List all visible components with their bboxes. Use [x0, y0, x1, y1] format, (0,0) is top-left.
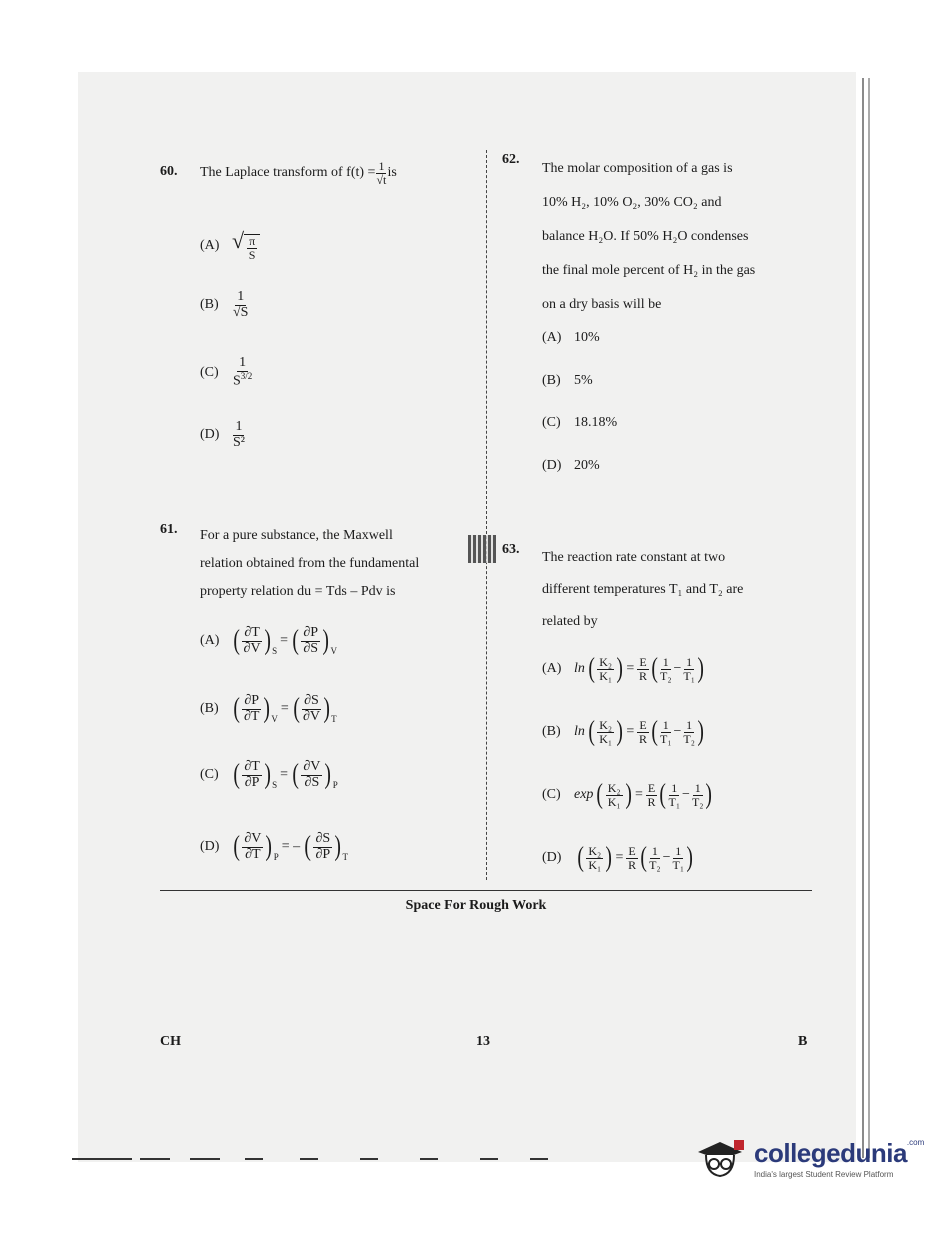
- option-label: (B): [200, 297, 219, 313]
- partial-num: ∂V: [244, 831, 262, 846]
- held-constant: P: [332, 780, 338, 791]
- option-b[interactable]: (B) ( $\frac{\partial P}{\partial T}$ ) $_V$ = ( $\frac{\partial S}{\partial V}$ ) $_T$: [200, 693, 337, 725]
- partial-den: ∂T: [245, 846, 261, 862]
- option-label: (B): [542, 724, 561, 739]
- graduate-mascot-icon: [692, 1130, 748, 1186]
- question-stem-line: The reaction rate constant at two: [542, 550, 726, 565]
- fraction-den: $S^{3/2}$: [233, 370, 253, 389]
- option-b[interactable]: [200, 290, 249, 320]
- qr-code-icon: [468, 535, 496, 563]
- option-label: (D): [542, 458, 562, 473]
- equals-sign: =: [280, 767, 289, 783]
- bottom-rule: [245, 1158, 263, 1160]
- fraction-den: T₁: [683, 668, 695, 683]
- option-label: (B): [200, 701, 219, 717]
- option-text: 18.18%: [574, 415, 618, 430]
- option-label: (B): [542, 373, 561, 388]
- fraction-num: K₂: [607, 780, 621, 795]
- question-stem-line: different temperatures T₁ and T₂ are: [542, 582, 744, 597]
- question-stem-line: relation obtained from the fundamental: [200, 556, 420, 571]
- brand-name: collegedunia: [754, 1137, 907, 1168]
- option-label: (C): [542, 415, 561, 430]
- option-label: (A): [200, 237, 220, 253]
- partial-num: ∂S: [315, 831, 331, 846]
- fraction-den: √t: [376, 172, 387, 187]
- held-constant: V: [330, 646, 337, 657]
- fraction-num: 1: [686, 654, 693, 669]
- partial-num: ∂V: [303, 759, 321, 774]
- footer-page-number: 13: [476, 1034, 490, 1049]
- option-label: (D): [200, 839, 220, 855]
- fraction-den: K₁: [588, 857, 602, 872]
- fraction-den: K₁: [599, 668, 613, 683]
- fraction-den: √S: [233, 304, 249, 320]
- fraction-num: 1: [239, 355, 247, 370]
- option-label: (C): [542, 787, 561, 802]
- held-constant: T: [331, 714, 337, 725]
- option-a[interactable]: (A) ln ( $\frac{\text{K₂}}{\text{K₁}}$ ) = $\frac{E}{R}$ ( $\frac{1}{\text{T₂}}$ − $\frac{1}{\text{T₁}}$ ): [542, 653, 704, 684]
- partial-den: ∂P: [315, 846, 331, 862]
- equals-sign: = –: [281, 839, 301, 855]
- held-constant: T: [342, 852, 348, 863]
- column-divider: [486, 150, 487, 880]
- option-c[interactable]: [200, 356, 253, 389]
- fraction-num: 1: [651, 843, 658, 858]
- held-constant: S: [272, 780, 278, 791]
- partial-num: ∂T: [244, 759, 260, 774]
- fraction-den: T₂: [659, 668, 672, 683]
- fraction-num: E: [639, 654, 647, 669]
- function-name: ln: [574, 724, 585, 739]
- partial-den: ∂S: [303, 640, 319, 656]
- fraction-den: R: [647, 794, 656, 809]
- minus-sign: −: [662, 850, 671, 865]
- question-stem-line: For a pure substance, the Maxwell: [200, 528, 393, 543]
- fraction-num: E: [628, 843, 636, 858]
- function-name: ln: [574, 661, 585, 676]
- fraction-num: 1: [662, 717, 669, 732]
- option-text: 10%: [574, 330, 600, 345]
- equals-sign: =: [634, 787, 643, 802]
- fraction-num: E: [647, 780, 656, 795]
- question-stem-line: The molar composition of a gas is: [542, 161, 733, 176]
- option-a[interactable]: (A) ( $\frac{\partial T}{\partial V}$ ) $_S$ = ( $\frac{\partial P}{\partial S}$ ) $_V$: [200, 625, 337, 657]
- bottom-rule: [360, 1158, 378, 1160]
- held-constant: S: [272, 646, 278, 657]
- brand-logo[interactable]: [692, 1130, 924, 1186]
- bottom-rule: [480, 1158, 498, 1160]
- page-edge: [862, 78, 864, 1158]
- bottom-rule: [140, 1158, 170, 1160]
- option-c[interactable]: [542, 415, 617, 431]
- brand-suffix: .com: [906, 1137, 925, 1147]
- option-d[interactable]: (D) ( $\frac{\text{K₂}}{\text{K₁}}$ ) = $\frac{E}{R}$ ( $\frac{1}{\text{T₂}}$ − $\frac{1}{\text{T₁}}$ ): [542, 842, 693, 873]
- question-stem-line: balance H₂O. If 50% H₂O condenses: [542, 229, 749, 244]
- fraction-den: K₁: [607, 794, 621, 809]
- fraction-den: R: [628, 857, 637, 872]
- option-label: (C): [200, 364, 219, 380]
- partial-den: ∂S: [304, 774, 320, 790]
- option-d[interactable]: [542, 458, 600, 474]
- question-number: 60.: [160, 164, 178, 179]
- option-text: 20%: [574, 458, 600, 473]
- partial-den: ∂V: [302, 708, 320, 724]
- option-d[interactable]: (D) ( $\frac{\partial V}{\partial T}$ ) $_P$ = – ( $\frac{\partial S}{\partial P}$ ) $_T$: [200, 831, 348, 863]
- option-a[interactable]: [542, 330, 600, 346]
- equals-sign: =: [626, 661, 635, 676]
- question-number: 62.: [502, 152, 520, 167]
- fraction-den: S²: [233, 434, 245, 450]
- fraction-num: K₂: [599, 717, 613, 732]
- minus-sign: −: [682, 787, 690, 802]
- option-label: (A): [542, 661, 562, 676]
- fraction-num: 1: [694, 780, 701, 795]
- function-name: exp: [574, 787, 594, 802]
- bottom-rule: [300, 1158, 318, 1160]
- option-label: (A): [542, 330, 562, 345]
- rough-work-label: Space For Rough Work: [405, 898, 547, 913]
- fraction-den: R: [638, 668, 647, 683]
- fraction-den: T₂: [649, 857, 661, 872]
- fraction-den: T₂: [691, 794, 704, 809]
- bottom-rule: [72, 1158, 132, 1160]
- fraction-num: 1: [235, 419, 243, 434]
- option-b[interactable]: [542, 373, 593, 389]
- option-label: (D): [200, 427, 220, 443]
- question-stem-line: related by: [542, 614, 598, 629]
- equals-sign: =: [280, 633, 289, 649]
- fraction-num: K₂: [599, 654, 613, 669]
- fraction-den: K₁: [599, 731, 613, 746]
- page-edge: [868, 78, 870, 1158]
- fraction-num: E: [639, 717, 647, 732]
- partial-num: ∂T: [244, 625, 260, 640]
- question-stem-end: is: [387, 164, 397, 180]
- question-stem-line: the final mole percent of H₂ in the gas: [542, 263, 756, 278]
- question-number: 63.: [502, 542, 520, 557]
- option-label: (D): [542, 850, 562, 865]
- option-label: (C): [200, 767, 219, 783]
- option-d[interactable]: [200, 420, 246, 450]
- fraction-num: 1: [378, 159, 385, 173]
- option-text: 5%: [574, 373, 593, 388]
- minus-sign: −: [673, 724, 682, 739]
- rough-work-rule: [160, 890, 812, 891]
- bottom-rule: [530, 1158, 548, 1160]
- fraction-den: T₁: [659, 731, 672, 746]
- held-constant: P: [273, 852, 279, 863]
- fraction-den: T₁: [672, 857, 685, 872]
- option-c[interactable]: (C) exp ( $\frac{\text{K₂}}{\text{K₁}}$ ) = $\frac{E}{R}$ ( $\frac{1}{\text{T₁}}$ − $\frac{1}{\text{T₂}}$ ): [542, 779, 713, 810]
- fraction-den: T₁: [668, 794, 681, 809]
- held-constant: V: [271, 714, 278, 725]
- option-b[interactable]: (B) ln ( $\frac{\text{K₂}}{\text{K₁}}$ ) = $\frac{E}{R}$ ( $\frac{1}{\text{T₁}}$ − $\frac{1}{\text{T₂}}$ ): [542, 716, 704, 747]
- bottom-rule: [190, 1158, 220, 1160]
- partial-den: ∂T: [243, 708, 260, 724]
- footer-subject-code: CH: [160, 1034, 181, 1049]
- fraction-num: 1: [675, 843, 682, 858]
- question-stem-line: 10% H₂, 10% O₂, 30% CO₂ and: [542, 195, 722, 210]
- equals-sign: =: [626, 724, 635, 739]
- option-a[interactable]: [200, 230, 260, 261]
- question-stem-line: property relation du = Tds – Pdv is: [200, 584, 396, 599]
- question-stem: The Laplace transform of f(t) =: [200, 164, 376, 180]
- fraction-num: K₂: [588, 843, 602, 858]
- equals-sign: =: [280, 701, 289, 717]
- fraction-num: 1: [686, 717, 693, 732]
- partial-num: ∂P: [303, 625, 319, 640]
- fraction-den: T₂: [683, 731, 695, 746]
- partial-den: ∂V: [243, 640, 261, 656]
- minus-sign: −: [673, 661, 682, 676]
- brand-tagline: India's largest Student Review Platform: [754, 1169, 894, 1179]
- option-c[interactable]: (C) ( $\frac{\partial T}{\partial P}$ ) $_S$ = ( $\frac{\partial V}{\partial S}$ ) $_P$: [200, 759, 338, 791]
- option-label: (A): [200, 633, 220, 649]
- partial-den: ∂P: [244, 774, 260, 790]
- footer-series: B: [798, 1034, 808, 1049]
- fraction-den: R: [638, 731, 647, 746]
- equals-sign: =: [615, 850, 624, 865]
- bottom-rule: [420, 1158, 438, 1160]
- question-stem-line: on a dry basis will be: [542, 297, 662, 312]
- partial-num: ∂S: [304, 693, 319, 708]
- partial-num: ∂P: [244, 693, 260, 708]
- question-number: 61.: [160, 522, 178, 537]
- sqrt-pi-over-s: √ $\frac{\pi}{S}$: [232, 230, 260, 261]
- fraction-num: 1: [671, 780, 678, 795]
- fraction-num: 1: [237, 289, 245, 304]
- fraction-num: 1: [662, 654, 669, 669]
